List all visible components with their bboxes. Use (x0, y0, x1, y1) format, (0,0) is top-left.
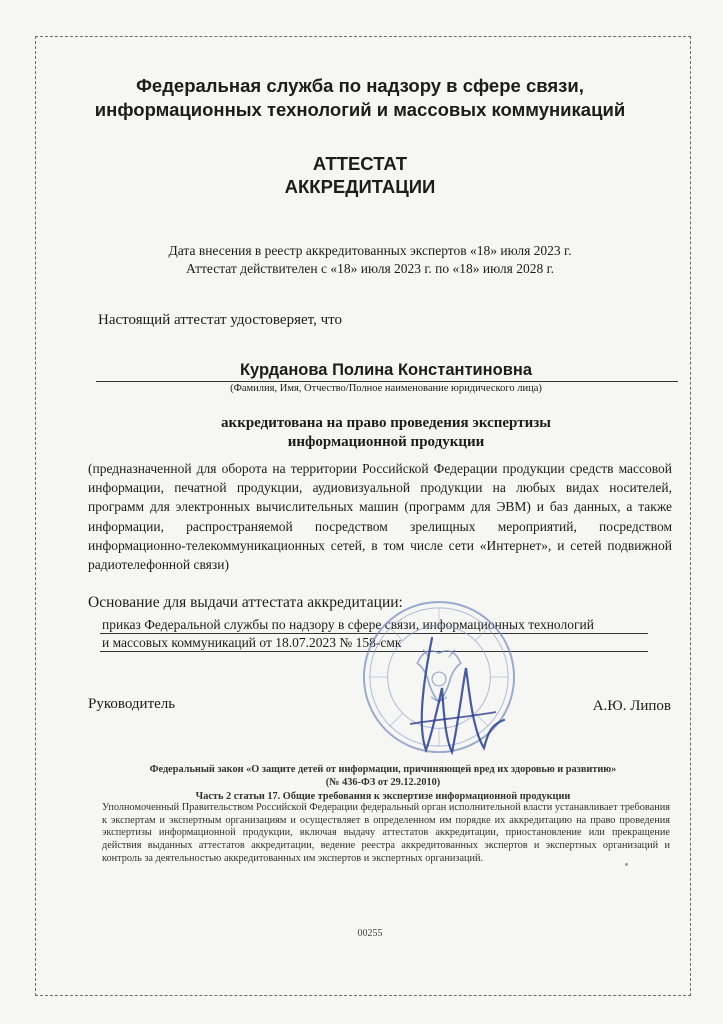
validity-period: Аттестат действителен с «18» июля 2023 г. по «18» июля 2028 г. (186, 261, 554, 276)
holder-name: Курданова Полина Константиновна (239, 361, 533, 379)
accreditation-scope: (предназначенной для оборота на территории Российской Федерации продукции средств массовой информации, печатной продукции, аудиовизуальной продукции на любых видах носителей, программ для электронных вычислительных машин (программ для ЭВМ) и баз данных, а также информации, распространяемой посредством зрелищных мероприятий, посредством информационно-телекоммуникационных сетей, в том числе сети «Интернет», и сетей подвижной радиотелефонной связи) (88, 461, 672, 573)
holder-underline (96, 381, 678, 382)
paper-mark (625, 863, 628, 866)
title-line-1: АТТЕСТАТ (312, 153, 408, 174)
serial-number: 00255 (357, 928, 383, 939)
registry-date: Дата внесения в реестр аккредитованных экспертов «18» июля 2023 г. (168, 243, 572, 258)
agency-line-1: Федеральная служба по надзору в сфере связи, (136, 75, 584, 96)
accreditation-line-1: аккредитована на право проведения экспертизы (221, 415, 551, 431)
law-number: (№ 436-ФЗ от 29.12.2010) (325, 776, 441, 788)
basis-heading: Основание для выдачи аттестата аккредитации: (88, 594, 403, 611)
agency-line-2: информационных технологий и массовых коммуникаций (94, 99, 626, 120)
law-reference (88, 764, 678, 789)
holder-caption: (Фамилия, Имя, Отчество/Полное наименование юридического лица) (230, 383, 542, 394)
signatory-role: Руководитель (88, 696, 176, 712)
law-text: Уполномоченный Правительством Российской Федерации федеральный орган исполнительной власти устанавливает требования к экспертам и экспертным организациям и осуществляет в определенном им порядке их аккредитацию на право проведения экспертизы информационной продукции, включая выдачу аттестатов аккредитации, приостановление или прекращение действия выданных аттестатов аккредитации, ведение реестра аккредитованных экспертов и экспертных организаций и контроль за деятельностью аккредитованных им экспертов и экспертных организаций. (102, 802, 670, 864)
law-title: Федеральный закон «О защите детей от информации, причиняющей вред их здоровью и развитию» (149, 764, 617, 775)
title-line-2: АККРЕДИТАЦИИ (284, 176, 436, 197)
basis-order-line-2: и массовых коммуникаций от 18.07.2023 № 158-смк (102, 635, 402, 650)
certifies-text: Настоящий аттестат удостоверяет, что (98, 312, 342, 328)
basis-order-line-1: приказ Федеральной службы по надзору в сфере связи, информационных технологий (102, 617, 594, 632)
issuing-agency (60, 74, 660, 122)
accreditation-line-2: информационной продукции (287, 434, 485, 450)
law-article: Часть 2 статьи 17. Общие требования к экспертизе информационной продукции (195, 791, 571, 802)
accreditation-statement (96, 414, 676, 452)
signature (392, 628, 512, 764)
certificate-dates (100, 242, 640, 278)
signatory-name: А.Ю. Липов (592, 698, 671, 714)
document-title (160, 152, 560, 198)
